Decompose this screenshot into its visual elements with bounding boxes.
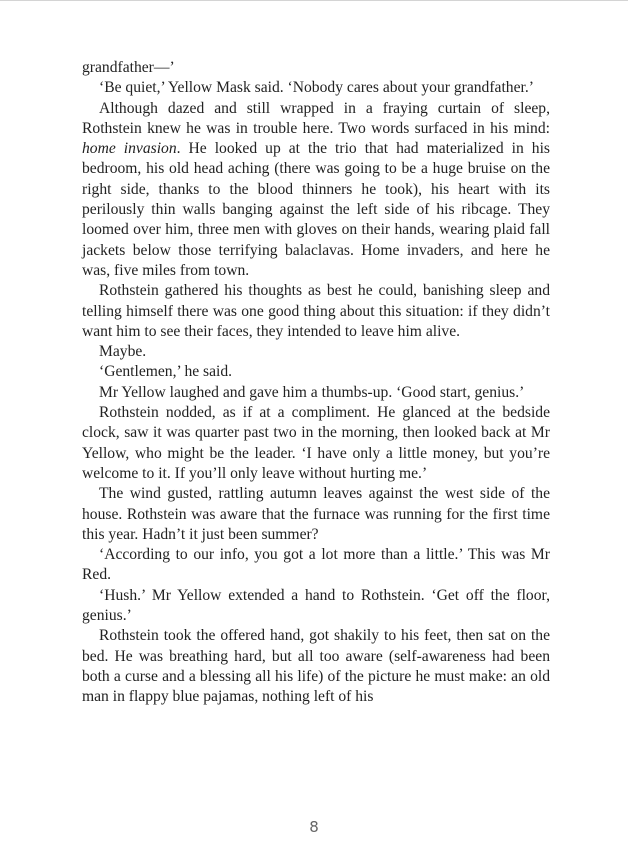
paragraph-p9	[82, 484, 550, 545]
paragraph-p11	[82, 586, 550, 627]
paragraph-p1	[82, 58, 550, 78]
text-segment: Rothstein gathered his thoughts as best he could, banishing sleep and telling himself there was one good thing about this situation: if they didn’t want him to see their faces, they intended to leave him alive.	[82, 282, 550, 340]
paragraph-p2	[82, 78, 550, 98]
text-segment: Rothstein took the offered hand, got shakily to his feet, then sat on the bed. He was breathing hard, but all too aware (self-awareness had been both a curse and a blessing all his life) of the picture he must make: an old man in flappy blue pajamas, nothing left of his	[82, 627, 550, 706]
text-segment: Mr Yellow laughed and gave him a thumbs-up. ‘Good start, genius.’	[99, 383, 525, 401]
text-segment: Maybe.	[99, 343, 147, 361]
text-segment: ‘Be quiet,’ Yellow Mask said. ‘Nobody cares about your grandfather.’	[99, 79, 534, 97]
text-segment: ‘Gentlemen,’ he said.	[99, 363, 233, 381]
paragraph-p8	[82, 403, 550, 484]
paragraph-p12	[82, 626, 550, 707]
page-number: 8	[309, 818, 319, 836]
paragraph-p10	[82, 545, 550, 586]
paragraph-p4	[82, 281, 550, 342]
italic-text: home invasion	[82, 140, 177, 158]
paragraph-p7	[82, 383, 550, 403]
paragraph-p3	[82, 99, 550, 282]
book-page-text	[82, 58, 550, 708]
text-segment: . He looked up at the trio that had materialized in his bedroom, his old head aching (there was going to be a huge bruise on the right side, thanks to the blood thinners he took), his heart with its perilously thin walls banging against the left side of his ribcage. They loomed over him, three men with gloves on their hands, wearing plaid fall jackets below those terrifying balaclavas. Home invaders, and here he was, five miles from town.	[82, 140, 550, 279]
text-segment: Rothstein nodded, as if at a compliment. He glanced at the bedside clock, saw it was quarter past two in the morning, then looked back at Mr Yellow, who might be the leader. ‘I have only a little money, but you’re welcome to it. If you’ll only leave without hurting me.’	[82, 404, 550, 482]
text-segment: The wind gusted, rattling autumn leaves against the west side of the house. Rothstein was aware that the furnace was running for the first time this year. Hadn’t it just been summer?	[82, 485, 550, 543]
top-border-line	[0, 0, 628, 1]
text-segment: Although dazed and still wrapped in a fraying curtain of sleep, Rothstein knew he was in trouble here. Two words surfaced in his mind:	[82, 99, 550, 137]
text-segment: grandfather—’	[82, 59, 175, 76]
paragraph-p5	[82, 342, 550, 362]
text-segment: ‘According to our info, you got a lot more than a little.’ This was Mr Red.	[82, 546, 550, 584]
paragraph-p6	[82, 362, 550, 382]
text-segment: ‘Hush.’ Mr Yellow extended a hand to Rothstein. ‘Get off the floor, genius.’	[82, 586, 550, 625]
